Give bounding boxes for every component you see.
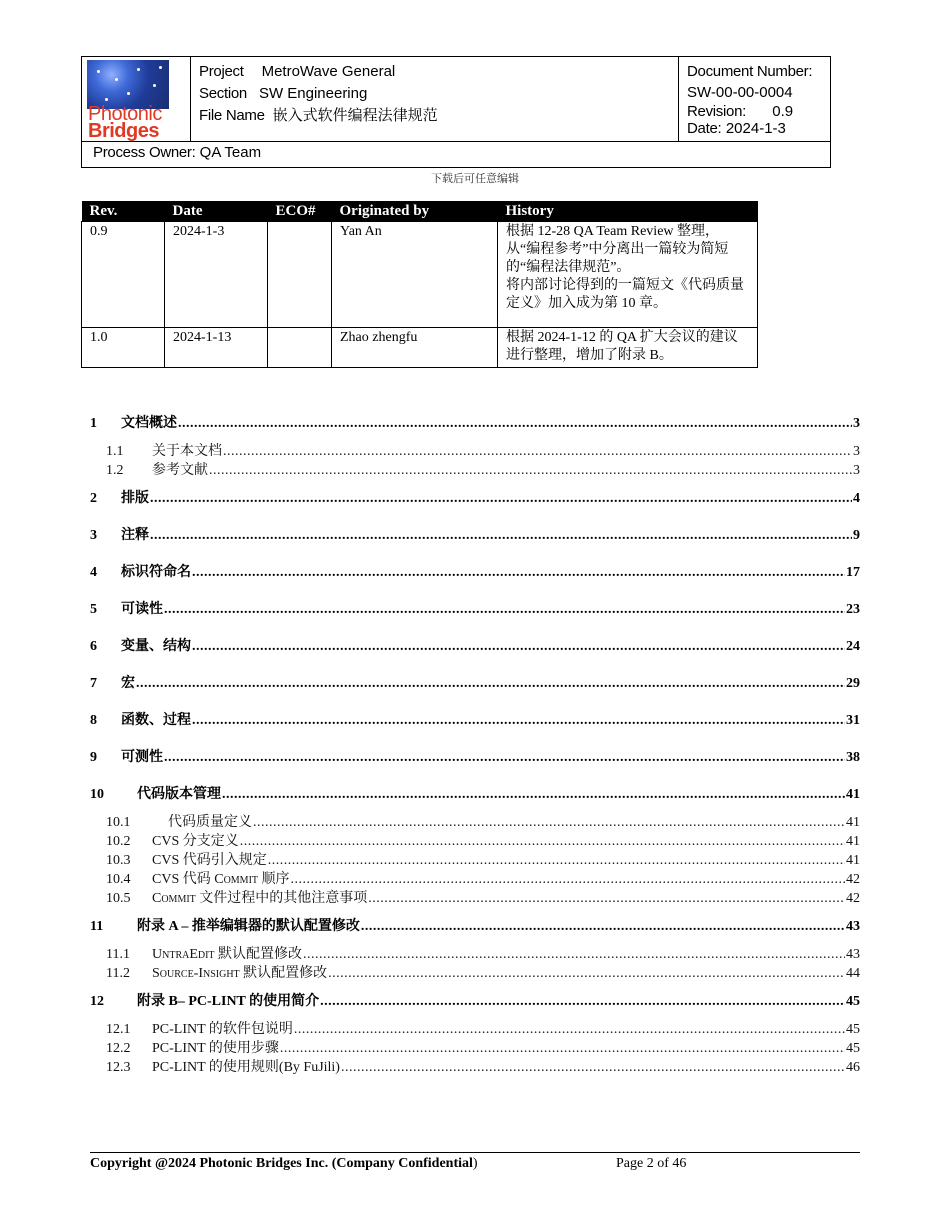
toc-page: 43 (846, 947, 860, 962)
toc-num: 10.1 (106, 815, 131, 830)
toc-entry[interactable] (90, 561, 860, 580)
toc-num: 5 (90, 602, 97, 617)
toc-page: 41 (846, 815, 860, 830)
revision-label: Revision (687, 103, 743, 120)
toc-entry[interactable] (90, 1037, 860, 1056)
copyright-close: ) (472, 1156, 478, 1171)
revision-table-header (82, 201, 758, 222)
toc-title: 变量、结构 (121, 639, 191, 654)
toc-entry[interactable] (90, 1056, 860, 1075)
toc-num: 1.2 (106, 463, 124, 478)
toc-entry[interactable] (90, 783, 860, 802)
filename-value: 嵌入式软件编程法律规范 (272, 107, 438, 124)
footer-divider (90, 1152, 860, 1153)
toc-title: 代码版本管理 (137, 787, 221, 802)
cell-history (498, 328, 758, 368)
toc-page: 42 (846, 872, 860, 887)
cell-originated-by: Yan An (332, 222, 498, 328)
toc-num: 2 (90, 491, 97, 506)
toc-title: PC-LINT 的软件包说明 (152, 1022, 293, 1037)
history-text: 根据 12-28 QA Team Review 整理，从“编程参考”中分离出一篇较为简短的“编程法律规范”。 (506, 224, 729, 275)
toc-page: 17 (846, 565, 860, 580)
toc-num: 12.3 (106, 1060, 131, 1075)
cell-originated-by: Zhao zhengfu (332, 328, 498, 368)
col-header-history: History (498, 201, 758, 222)
toc-num: 1 (90, 416, 97, 431)
toc-entry[interactable] (90, 709, 860, 728)
document-header (81, 56, 831, 168)
toc-page: 38 (846, 750, 860, 765)
toc-num: 8 (90, 713, 97, 728)
toc-page: 41 (846, 834, 860, 849)
date-value: 2024-1-3 (725, 120, 786, 137)
toc-entry[interactable] (90, 915, 860, 934)
toc-num: 12.2 (106, 1041, 131, 1056)
toc-title: PC-LINT 的使用规则(By FuJili) (152, 1060, 340, 1075)
cell-eco (268, 222, 332, 328)
owner-label: Process Owner: (93, 144, 196, 161)
toc-page: 4 (853, 491, 860, 506)
toc-page: 44 (846, 966, 860, 981)
col-header-date: Date (165, 201, 268, 222)
col-header-originated-by: Originated by (332, 201, 498, 222)
toc-num: 11.1 (106, 947, 130, 962)
toc-entry[interactable] (90, 962, 860, 981)
toc-entry[interactable] (90, 635, 860, 654)
toc-page: 9 (853, 528, 860, 543)
toc-entry[interactable] (90, 487, 860, 506)
toc-num: 11 (90, 919, 104, 934)
section-label: Section (199, 85, 247, 102)
toc-entry[interactable] (90, 1018, 860, 1037)
company-logo (82, 57, 191, 141)
toc-num: 9 (90, 750, 97, 765)
toc-num: 12.1 (106, 1022, 131, 1037)
history-text: 根据 2024-1-12 的 QA 扩大会议的建议进行整理，增加了附录 B。 (506, 330, 738, 363)
toc-title: 排版 (121, 491, 149, 506)
toc-page: 45 (846, 994, 860, 1009)
logo-text-photonic: Photonic (88, 103, 162, 125)
toc-title: 函数、过程 (121, 713, 191, 728)
toc-entry[interactable] (90, 440, 860, 459)
toc-title: 可读性 (121, 602, 163, 617)
toc-title: Source-Insight 默认配置修改 (152, 966, 328, 981)
section-value: SW Engineering (258, 85, 368, 102)
toc-title: Commit 文件过程中的其他注意事项 (152, 891, 368, 906)
table-row (82, 222, 758, 328)
col-header-eco: ECO# (268, 201, 332, 222)
docnum-label: Document Number: (687, 63, 813, 80)
download-note: 下载后可任意编辑 (431, 173, 519, 185)
toc-page: 42 (846, 891, 860, 906)
toc-title: UntraEdit 默认配置修改 (152, 947, 303, 962)
table-row (82, 328, 758, 368)
toc-entry[interactable] (90, 811, 860, 830)
toc-page: 31 (846, 713, 860, 728)
toc-num: 10.5 (106, 891, 131, 906)
toc-entry[interactable] (90, 990, 860, 1009)
logo-star-graphic (87, 60, 169, 109)
toc-num: 1.1 (106, 444, 124, 459)
toc-page: 46 (846, 1060, 860, 1075)
revision-value: 0.9 (772, 103, 794, 120)
toc-page: 23 (846, 602, 860, 617)
footer-copyright (90, 1156, 478, 1172)
revision-table (81, 201, 758, 368)
header-document-info: Document Number: SW-00-00-0004 Revision: 0.9 Date: 2024-1-3 (687, 63, 813, 137)
toc-page: 43 (846, 919, 860, 934)
toc-entry[interactable] (90, 868, 860, 887)
toc-entry[interactable] (90, 672, 860, 691)
toc-page: 3 (853, 444, 860, 459)
cell-eco (268, 328, 332, 368)
filename-label: File Name (199, 107, 265, 124)
toc-num: 10.3 (106, 853, 131, 868)
process-owner (82, 141, 830, 167)
toc-entry[interactable] (90, 830, 860, 849)
toc-entry[interactable] (90, 887, 860, 906)
cell-history (498, 222, 758, 328)
toc-num: 10.4 (106, 872, 131, 887)
toc-num: 4 (90, 565, 97, 580)
toc-title: CVS 代码引入规定 (152, 853, 267, 868)
toc-page: 3 (853, 416, 860, 431)
header-project-info (191, 57, 679, 141)
col-header-rev: Rev. (82, 201, 165, 222)
toc-entry[interactable] (90, 849, 860, 868)
toc-page: 45 (846, 1022, 860, 1037)
table-of-contents (90, 412, 860, 1075)
toc-title: CVS 代码 Commit 顺序 (152, 872, 290, 887)
toc-title: 代码质量定义 (168, 815, 252, 830)
toc-title: 宏 (121, 676, 135, 691)
toc-page: 41 (846, 853, 860, 868)
toc-title: 参考文献 (152, 463, 208, 478)
logo-text-bridges: Bridges (88, 120, 159, 141)
history-text: 将内部讨论得到的一篇短文《代码质量定义》加入成为第 10 章。 (506, 278, 744, 311)
owner-value: QA Team (199, 144, 262, 161)
toc-num: 6 (90, 639, 97, 654)
toc-title: 标识符命名 (121, 565, 191, 580)
toc-page: 3 (853, 463, 860, 478)
toc-num: 12 (90, 994, 104, 1009)
toc-title: 附录 A – 推举编辑器的默认配置修改 (137, 919, 360, 934)
cell-date: 2024-1-13 (165, 328, 268, 368)
toc-title: PC-LINT 的使用步骤 (152, 1041, 279, 1056)
toc-num: 10.2 (106, 834, 131, 849)
footer-page-number: Page 2 of 46 (616, 1156, 687, 1171)
toc-entry[interactable] (90, 746, 860, 765)
copyright-text: Copyright @2024 Photonic Bridges Inc. (Company Confidential (90, 1156, 473, 1171)
toc-title: 可测性 (121, 750, 163, 765)
toc-entry[interactable] (90, 412, 860, 431)
project-value: MetroWave General (261, 63, 396, 80)
toc-num: 3 (90, 528, 97, 543)
toc-page: 24 (846, 639, 860, 654)
cell-rev: 1.0 (82, 328, 165, 368)
toc-title: 注释 (121, 528, 149, 543)
toc-entry[interactable] (90, 598, 860, 617)
toc-title: 附录 B– PC-LINT 的使用简介 (137, 994, 320, 1009)
toc-title: 文档概述 (121, 416, 177, 431)
toc-title: 关于本文档 (152, 444, 222, 459)
toc-page: 29 (846, 676, 860, 691)
toc-page: 41 (846, 787, 860, 802)
toc-num: 10 (90, 787, 104, 802)
toc-num: 11.2 (106, 966, 130, 981)
cell-date: 2024-1-3 (165, 222, 268, 328)
toc-entry[interactable] (90, 459, 860, 478)
toc-page: 45 (846, 1041, 860, 1056)
project-label: Project (199, 63, 244, 80)
toc-entry[interactable] (90, 524, 860, 543)
toc-num: 7 (90, 676, 97, 691)
docnum-value: SW-00-00-0004 (687, 84, 793, 101)
toc-entry[interactable] (90, 943, 860, 962)
cell-rev: 0.9 (82, 222, 165, 328)
date-label: Date (687, 120, 718, 137)
toc-title: CVS 分支定义 (152, 834, 239, 849)
